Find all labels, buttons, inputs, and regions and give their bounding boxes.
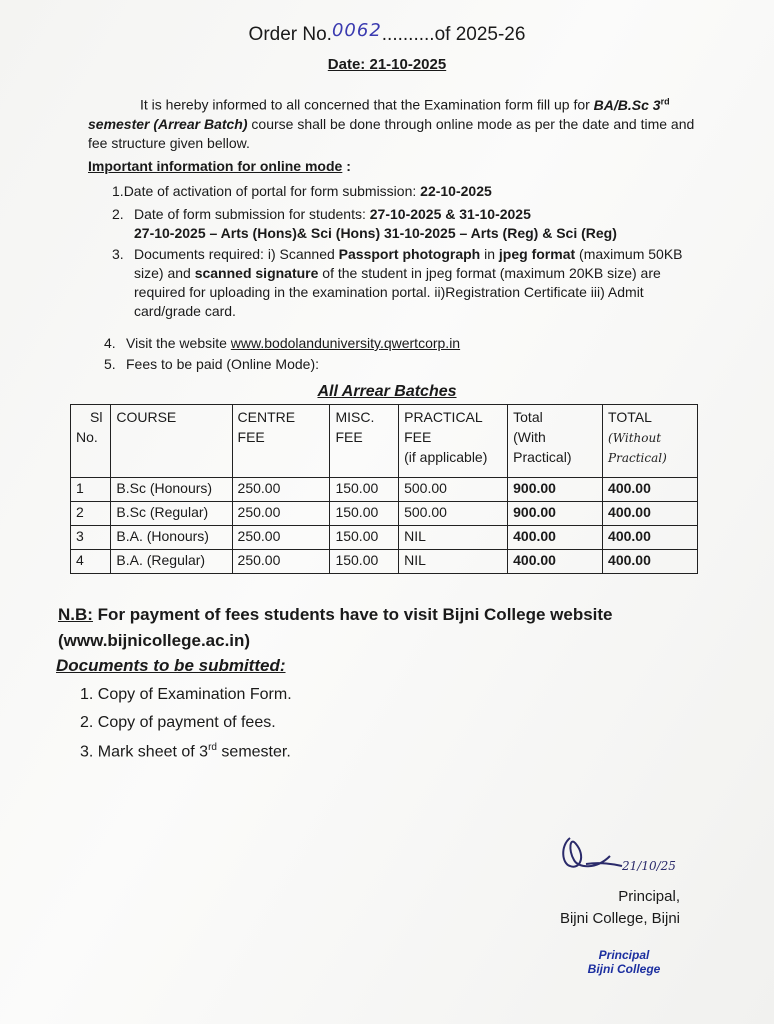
fee-table [70,404,698,574]
document-item: 3. Mark sheet of 3rd semester. [80,742,291,761]
order-prefix: Order No. [248,24,332,45]
table-title: All Arrear Batches [317,383,457,400]
table-row: 2 B.Sc (Regular) 250.00 150.00 500.00 900.00 400.00 [71,502,698,526]
document-item: 1. Copy of Examination Form. [80,686,292,703]
document-item: 2. Copy of payment of fees. [80,714,276,731]
college-website: (www.bijnicollege.ac.in) [58,631,251,650]
list-item: 3. Documents required: i) Scanned Passport photograph in jpeg format (maximum 50KB size) and scanned signature of the student in jpeg format (maximum 20KB size) are required for uploading in the examination portal. ii)Registration Certificate iii) Admit card/grade card. [112,246,683,319]
col-header-total-with: Total (With Practical) [508,405,603,478]
col-header-misc-fee: MISC. FEE [330,405,399,478]
order-number-line [0,20,774,46]
list-item-continuation: 27-10-2025 – Arts (Hons)& Sci (Hons) 31-10-2025 – Arts (Reg) & Sci (Reg) [134,225,617,241]
nb-note: N.B: For payment of fees students have to visit Bijni College website (www.bijnicollege.ac.in) [58,605,613,650]
list-item: 1.Date of activation of portal for form submission: 22-10-2025 [112,183,492,199]
table-row: 3 B.A. (Honours) 250.00 150.00 NIL 400.00 400.00 [71,526,698,550]
principal-stamp: Principal Bijni College [587,948,661,976]
signature-date: 21/10/25 [622,859,676,873]
list-item: 5. Fees to be paid (Online Mode): [104,356,319,372]
important-heading: Important information for online mode : [88,158,351,174]
col-header-course: COURSE [111,405,232,478]
table-row: 4 B.A. (Regular) 250.00 150.00 NIL 400.00 400.00 [71,550,698,574]
order-date: Date: 21-10-2025 [327,56,447,73]
intro-paragraph: It is hereby informed to all concerned that the Examination form fill up for BA/B.Sc 3rd semester (Arrear Batch) course shall be done through online mode as per the date and time and fee structure given bellow. [88,96,695,151]
college-name: Bijni College, Bijni [559,910,680,927]
list-item: 2. Date of form submission for students: 27-10-2025 & 31-10-2025 [112,206,531,222]
order-number-handwritten: 0062 [331,20,382,41]
list-item: 4. Visit the website www.bodolanduniversity.qwertcorp.in [104,335,461,351]
principal-signature [556,826,686,892]
documents-title: Documents to be submitted: [56,656,286,675]
col-header-centre-fee: CENTRE FEE [232,405,330,478]
principal-block [540,886,680,930]
table-header-row [71,405,698,478]
principal-label: Principal, [618,888,680,905]
col-header-sl: Sl No. [71,405,111,478]
order-suffix: ..........of 2025-26 [381,24,526,45]
col-header-total-without: TOTAL (Without Practical) [603,405,698,478]
col-header-practical-fee: PRACTICAL FEE (if applicable) [399,405,508,478]
university-website-link[interactable]: www.bodolanduniversity.qwertcorp.in [230,335,461,351]
table-row: 1 B.Sc (Honours) 250.00 150.00 500.00 900.00 400.00 [71,478,698,502]
